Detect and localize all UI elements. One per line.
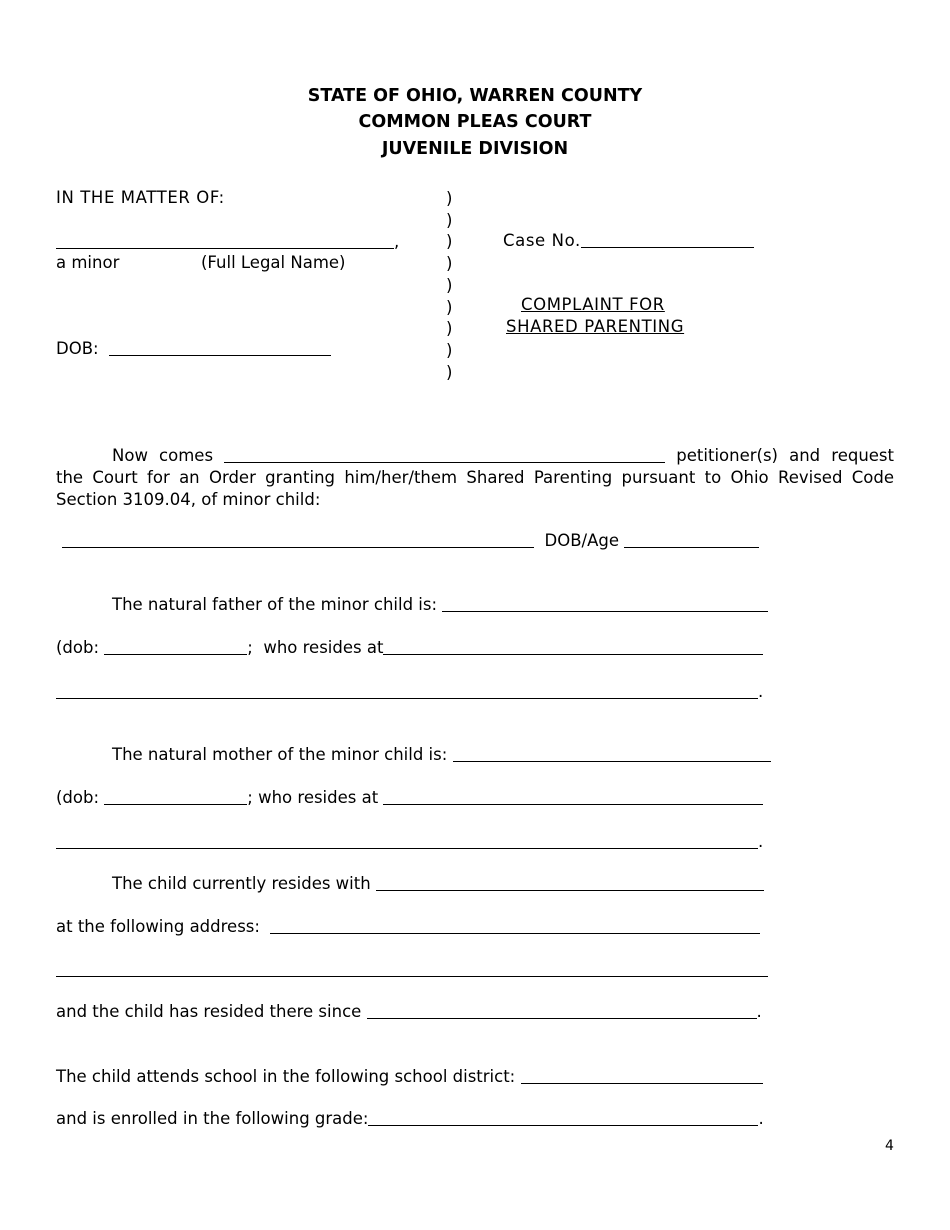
- court-division: JUVENILE DIVISION: [381, 139, 569, 159]
- mother-line: The natural mother of the minor child is:: [112, 745, 771, 764]
- mother-dob-field[interactable]: [104, 803, 247, 805]
- child-name-field[interactable]: [62, 546, 534, 548]
- complaint-title-line1: COMPLAINT FOR: [521, 295, 665, 314]
- child-address-line: at the following address:: [56, 917, 760, 936]
- mother-address-field[interactable]: [383, 803, 763, 805]
- minor-name-field[interactable]: [56, 247, 394, 249]
- petitioner-paragraph: Now comes petitioner(s) and request the Court for an Order granting him/her/them Shared Parenting pursuant to Ohio Revised Code Section 3109.04, of minor child:: [56, 446, 894, 509]
- grade-line: and is enrolled in the following grade: .: [56, 1109, 764, 1128]
- father-line: The natural father of the minor child is:: [112, 595, 768, 614]
- court-state-county: STATE OF OHIO, WARREN COUNTY: [307, 86, 643, 106]
- school-district-line: The child attends school in the following school district:: [56, 1067, 763, 1086]
- child-address-line2: [56, 960, 768, 979]
- child-resides-with-line: The child currently resides with: [112, 874, 764, 893]
- minor-dob-field[interactable]: [109, 354, 331, 356]
- petitioner-name-field[interactable]: [224, 461, 665, 463]
- child-name-dob-line: DOB/Age: [62, 531, 759, 550]
- page-number: 4: [885, 1138, 894, 1154]
- complaint-title-line2: SHARED PARENTING: [506, 317, 685, 336]
- caption-parens: ) ) ) ) ) ) ) ) ): [446, 189, 453, 382]
- minor-name-line: ,: [56, 232, 399, 251]
- child-resides-with-field[interactable]: [376, 889, 764, 891]
- in-the-matter-of-label: IN THE MATTER OF:: [56, 188, 225, 207]
- mother-dob-residence-line: (dob: ; who resides at: [56, 788, 763, 807]
- father-dob-field[interactable]: [104, 653, 247, 655]
- resided-since-field[interactable]: [367, 1017, 757, 1019]
- resided-since-line: and the child has resided there since .: [56, 1002, 762, 1021]
- father-dob-residence-line: (dob: ; who resides at: [56, 638, 763, 657]
- mother-address-line2: .: [56, 832, 763, 851]
- court-name: COMMON PLEAS COURT: [358, 112, 592, 132]
- dob-line: DOB:: [56, 339, 331, 358]
- father-address-field-2[interactable]: [56, 697, 758, 699]
- mother-name-field[interactable]: [453, 760, 771, 762]
- school-district-field[interactable]: [521, 1082, 763, 1084]
- father-address-field[interactable]: [383, 653, 763, 655]
- full-legal-name-label: (Full Legal Name): [201, 253, 346, 272]
- child-dob-age-field[interactable]: [624, 546, 759, 548]
- child-address-field[interactable]: [270, 932, 760, 934]
- a-minor-label: a minor: [56, 253, 120, 272]
- case-number-field[interactable]: [581, 246, 754, 248]
- case-number-line: Case No.: [503, 231, 754, 250]
- father-name-field[interactable]: [442, 610, 768, 612]
- father-address-line2: .: [56, 682, 763, 701]
- child-address-field-2[interactable]: [56, 975, 768, 977]
- mother-address-field-2[interactable]: [56, 847, 758, 849]
- grade-field[interactable]: [368, 1124, 758, 1126]
